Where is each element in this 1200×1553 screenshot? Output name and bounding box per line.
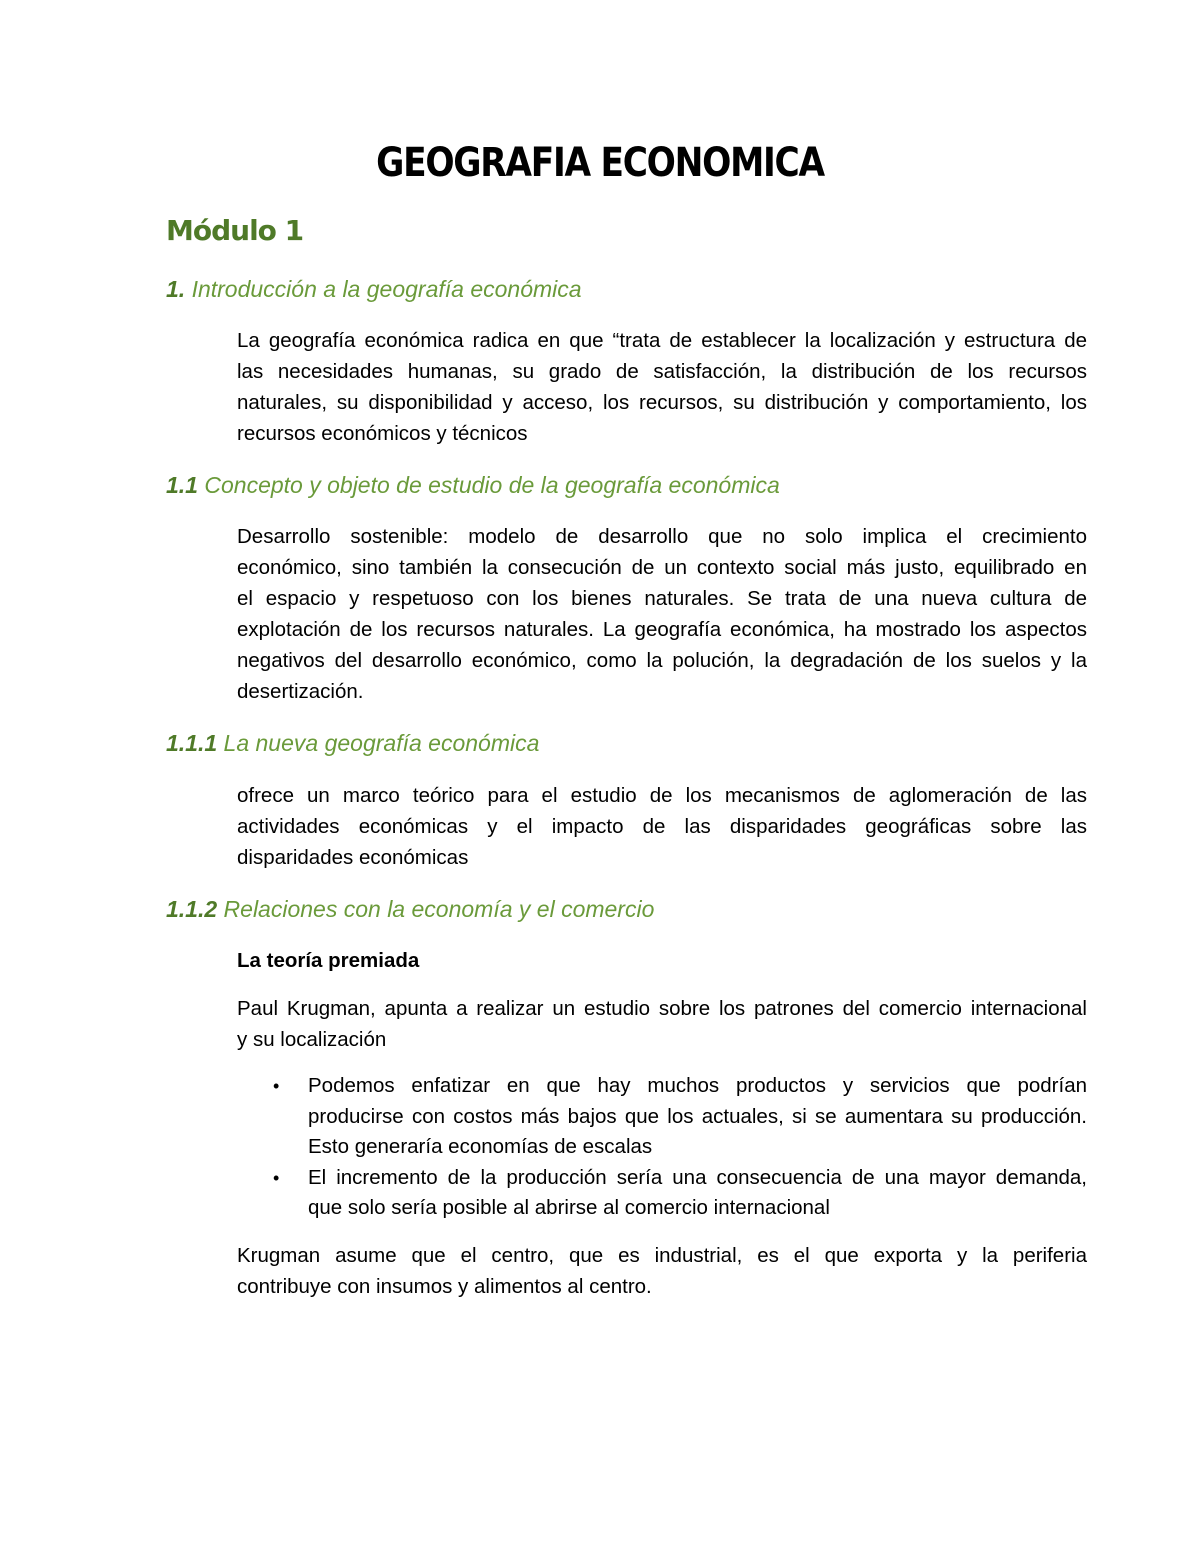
text-line: actividades económicas y el impacto de las disparidades geográficas sobre las (237, 815, 1087, 838)
paragraph-sustainable-development (237, 521, 1087, 707)
list-item (237, 1163, 1087, 1224)
section-heading-1 (166, 276, 582, 303)
section-title: Relaciones con la economía y el comercio (223, 896, 655, 922)
section-heading-1-1-1 (166, 730, 539, 757)
section-number: 1. (166, 276, 186, 302)
section-number: 1.1.1 (166, 730, 218, 756)
section-heading-1-1-2 (166, 896, 654, 923)
section-title: Concepto y objeto de estudio de la geografía económica (204, 472, 780, 498)
text-line: Krugman asume que el centro, que es industrial, es el que exporta y la periferia (237, 1244, 1087, 1267)
module-heading: Módulo 1 (166, 214, 304, 247)
document-title: GEOGRAFIA ECONOMICA (376, 140, 824, 186)
text-line: que solo sería posible al abrirse al comercio internacional (308, 1196, 830, 1219)
text-line: producirse con costos más bajos que los actuales, si se aumentara su producción. (308, 1104, 1087, 1128)
text-line: recursos económicos y técnicos (237, 422, 528, 445)
text-line: económico, sino también la consecución de un contexto social más justo, equilibrado en (237, 556, 1087, 579)
text-line: Esto generaría economías de escalas (308, 1135, 653, 1158)
text-line: y su localización (237, 1028, 387, 1051)
text-line: desertización. (237, 680, 364, 703)
text-line: las necesidades humanas, su grado de satisfacción, la distribución de los recursos (237, 360, 1087, 383)
bullet-list (237, 1071, 1087, 1224)
text-line: Paul Krugman, apunta a realizar un estudio sobre los patrones del comercio internacional (237, 997, 1087, 1020)
text-line: contribuye con insumos y alimentos al centro. (237, 1275, 652, 1298)
text-line: el espacio y respetuoso con los bienes naturales. Se trata de una nueva cultura de (237, 587, 1087, 610)
bullet-icon: • (273, 1076, 280, 1096)
text-line: Podemos enfatizar en que hay muchos productos y servicios que podrían (308, 1074, 1087, 1097)
section-title: Introducción a la geografía económica (191, 276, 582, 302)
paragraph-new-economic-geography (237, 780, 1087, 873)
section-title: La nueva geografía económica (223, 730, 540, 756)
text-line: negativos del desarrollo económico, como la polución, la degradación de los suelos y la (237, 649, 1087, 672)
text-line: Desarrollo sostenible: modelo de desarrollo que no solo implica el crecimiento (237, 525, 1087, 548)
paragraph-center-periphery (237, 1240, 1087, 1302)
text-line: ofrece un marco teórico para el estudio de los mecanismos de aglomeración de las (237, 784, 1087, 807)
section-number: 1.1.2 (166, 896, 218, 922)
bullet-icon: • (273, 1167, 280, 1188)
paragraph-intro (237, 325, 1087, 449)
text-line: explotación de los recursos naturales. La geografía económica, ha mostrado los aspectos (237, 618, 1087, 641)
text-line: disparidades económicas (237, 846, 469, 869)
list-item (237, 1071, 1087, 1163)
text-line: La geografía económica radica en que “trata de establecer la localización y estructura de (237, 329, 1087, 352)
text-line: naturales, su disponibilidad y acceso, los recursos, su distribución y comportamiento, los (237, 391, 1087, 414)
section-heading-1-1 (166, 472, 780, 499)
paragraph-krugman-study (237, 993, 1087, 1055)
section-number: 1.1 (166, 472, 198, 498)
text-line: El incremento de la producción sería una consecuencia de una mayor demanda, (308, 1165, 1087, 1189)
subheading-awarded-theory: La teoría premiada (237, 949, 420, 972)
